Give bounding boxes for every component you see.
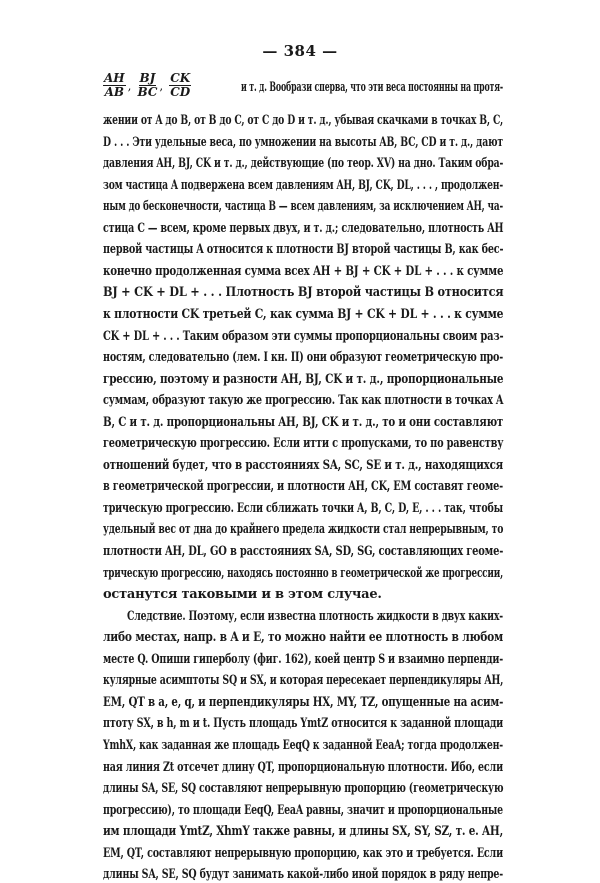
text-line: им площади YmtZ, XhmY также равны, и длины SX, SY, SZ, т. е. AH, [103, 824, 503, 840]
text-line: прогрессию), то площади EeqQ, EeaA равны, значит и пропорциональные [103, 802, 503, 818]
text-line: жении от A до B, от B до C, от C до D и т. д., убывая скачками в точках B, C, [103, 113, 504, 128]
text-line: конечно продолженная сумма всех AH + BJ + CK + DL + . . . к сумме [103, 263, 504, 279]
text-line: ностям, следовательно (лем. I кн. II) они образуют геометрическую про- [103, 350, 504, 366]
text-line: и т. д. Вообрази сперва, что эти веса постоянны на протя- [241, 80, 503, 95]
text-line: либо местах, напр. в A и E, то можно найти ее плотность в любом [103, 630, 504, 646]
fraction-ah-ab: $\frac{AH}{AB}$ [104, 71, 125, 99]
text-line: первой частицы A относится к плотности BJ второй частицы B, как бес- [103, 242, 504, 258]
text-line: давления AH, BJ, CK и т. д., действующие (по теор. XV) на дно. Таким обра- [103, 156, 504, 172]
text-line: суммам, образуют такую же прогрессию. Так как плотности в точках A [103, 393, 504, 409]
fraction-ck-cd: $\frac{CK}{CD}$ [170, 71, 191, 99]
text-line: трическую прогрессию, находясь постоянно в геометрической же прогрессии, [103, 565, 503, 581]
text-line: BJ + CK + DL + . . . Плотность BJ второй частицы B относится [103, 285, 504, 301]
text-line: месте Q. Опиши гиперболу (фиг. 162), коей центр S и взаимно перпенди- [103, 651, 504, 667]
text-line: Следствие. Поэтому, если известна плотность жидкости в двух каких- [127, 608, 503, 624]
text-line: длины SA, SE, SQ будут занимать какой-либо иной порядок в ряду непре- [103, 867, 503, 883]
text-line: удельный вес от дна до крайнего предела жидкости стал непрерывным, то [103, 522, 504, 538]
text-line: ная линия Zt отсечет длину QT, пропорциональную плотности. Ибо, если [103, 759, 503, 775]
text-line: грессию, поэтому и разности AH, BJ, CK и т. д., пропорциональные [103, 371, 504, 387]
text-line: останутся таковыми и в этом случае. [103, 587, 382, 603]
text-line: кулярные асимптоты SQ и SX, и которая пересекает перпендикуляры AH, [103, 673, 504, 689]
text-line: плотности AH, DL, GO в расстояниях SA, SD, SG, составляющих геоме- [103, 544, 504, 559]
text-line: к плотности CK третьей C, как сумма BJ + CK + DL + . . . к сумме [103, 306, 504, 322]
text-line: D . . . Эти удельные веса, по умножении на высоты AB, BC, CD и т. д., дают [103, 134, 504, 150]
text-line: птоту SX, в h, m и t. Пусть площадь YmtZ относится к заданной площади [103, 716, 504, 732]
text-line: зом частица A подвержена всем давлениям AH, BJ, CK, DL, . . . , продолжен- [103, 177, 503, 193]
text-line: EM, QT, составляют непрерывную пропорцию, как это и требуется. Если [103, 845, 503, 861]
text-line: YmhX, как заданная же площадь EeqQ к заданной EeaA; тогда продолжен- [103, 737, 503, 753]
fraction-bj-bc: $\frac{BJ}{BC}$ [137, 71, 158, 99]
text-line: трическую прогрессию. Если сближать точки A, B, C, D, E, . . . так, чтобы [103, 500, 503, 516]
text-line: длины SA, SE, SQ составляют непрерывную пропорцию (геометрическую [103, 781, 504, 797]
text-line: в геометрической прогрессии, и плотности AH, CK, EM составят геоме- [103, 479, 503, 495]
page-number: — 384 — [262, 42, 338, 60]
fraction-group: $\frac{AH}{AB}$ , $\frac{BJ}{BC}$ , $\frac{CK}{CD}$ [104, 71, 191, 99]
text-line: EM, QT в a, e, q, и перпендикуляры HX, MY, TZ, опущенные на асим- [103, 694, 504, 710]
text-line: геометрическую прогрессию. Если итти с пропусками, то по равенству [103, 436, 504, 452]
text-line: CK + DL + . . . Таким образом эти суммы пропорциональны своим раз- [103, 328, 504, 344]
text-line: отношений будет, что в расстояниях SA, SC, SE и т. д., находящихся [103, 457, 504, 473]
text-line: ным до бесконечности, частица B — всем давлениям, за исключением AH, ча- [103, 199, 503, 215]
text-line: B, C и т. д. пропорциональны AH, BJ, CK и т. д., то и они составляют [103, 414, 504, 430]
text-line: стица C — всем, кроме первых двух, и т. д.; следовательно, плотность AH [103, 220, 504, 236]
